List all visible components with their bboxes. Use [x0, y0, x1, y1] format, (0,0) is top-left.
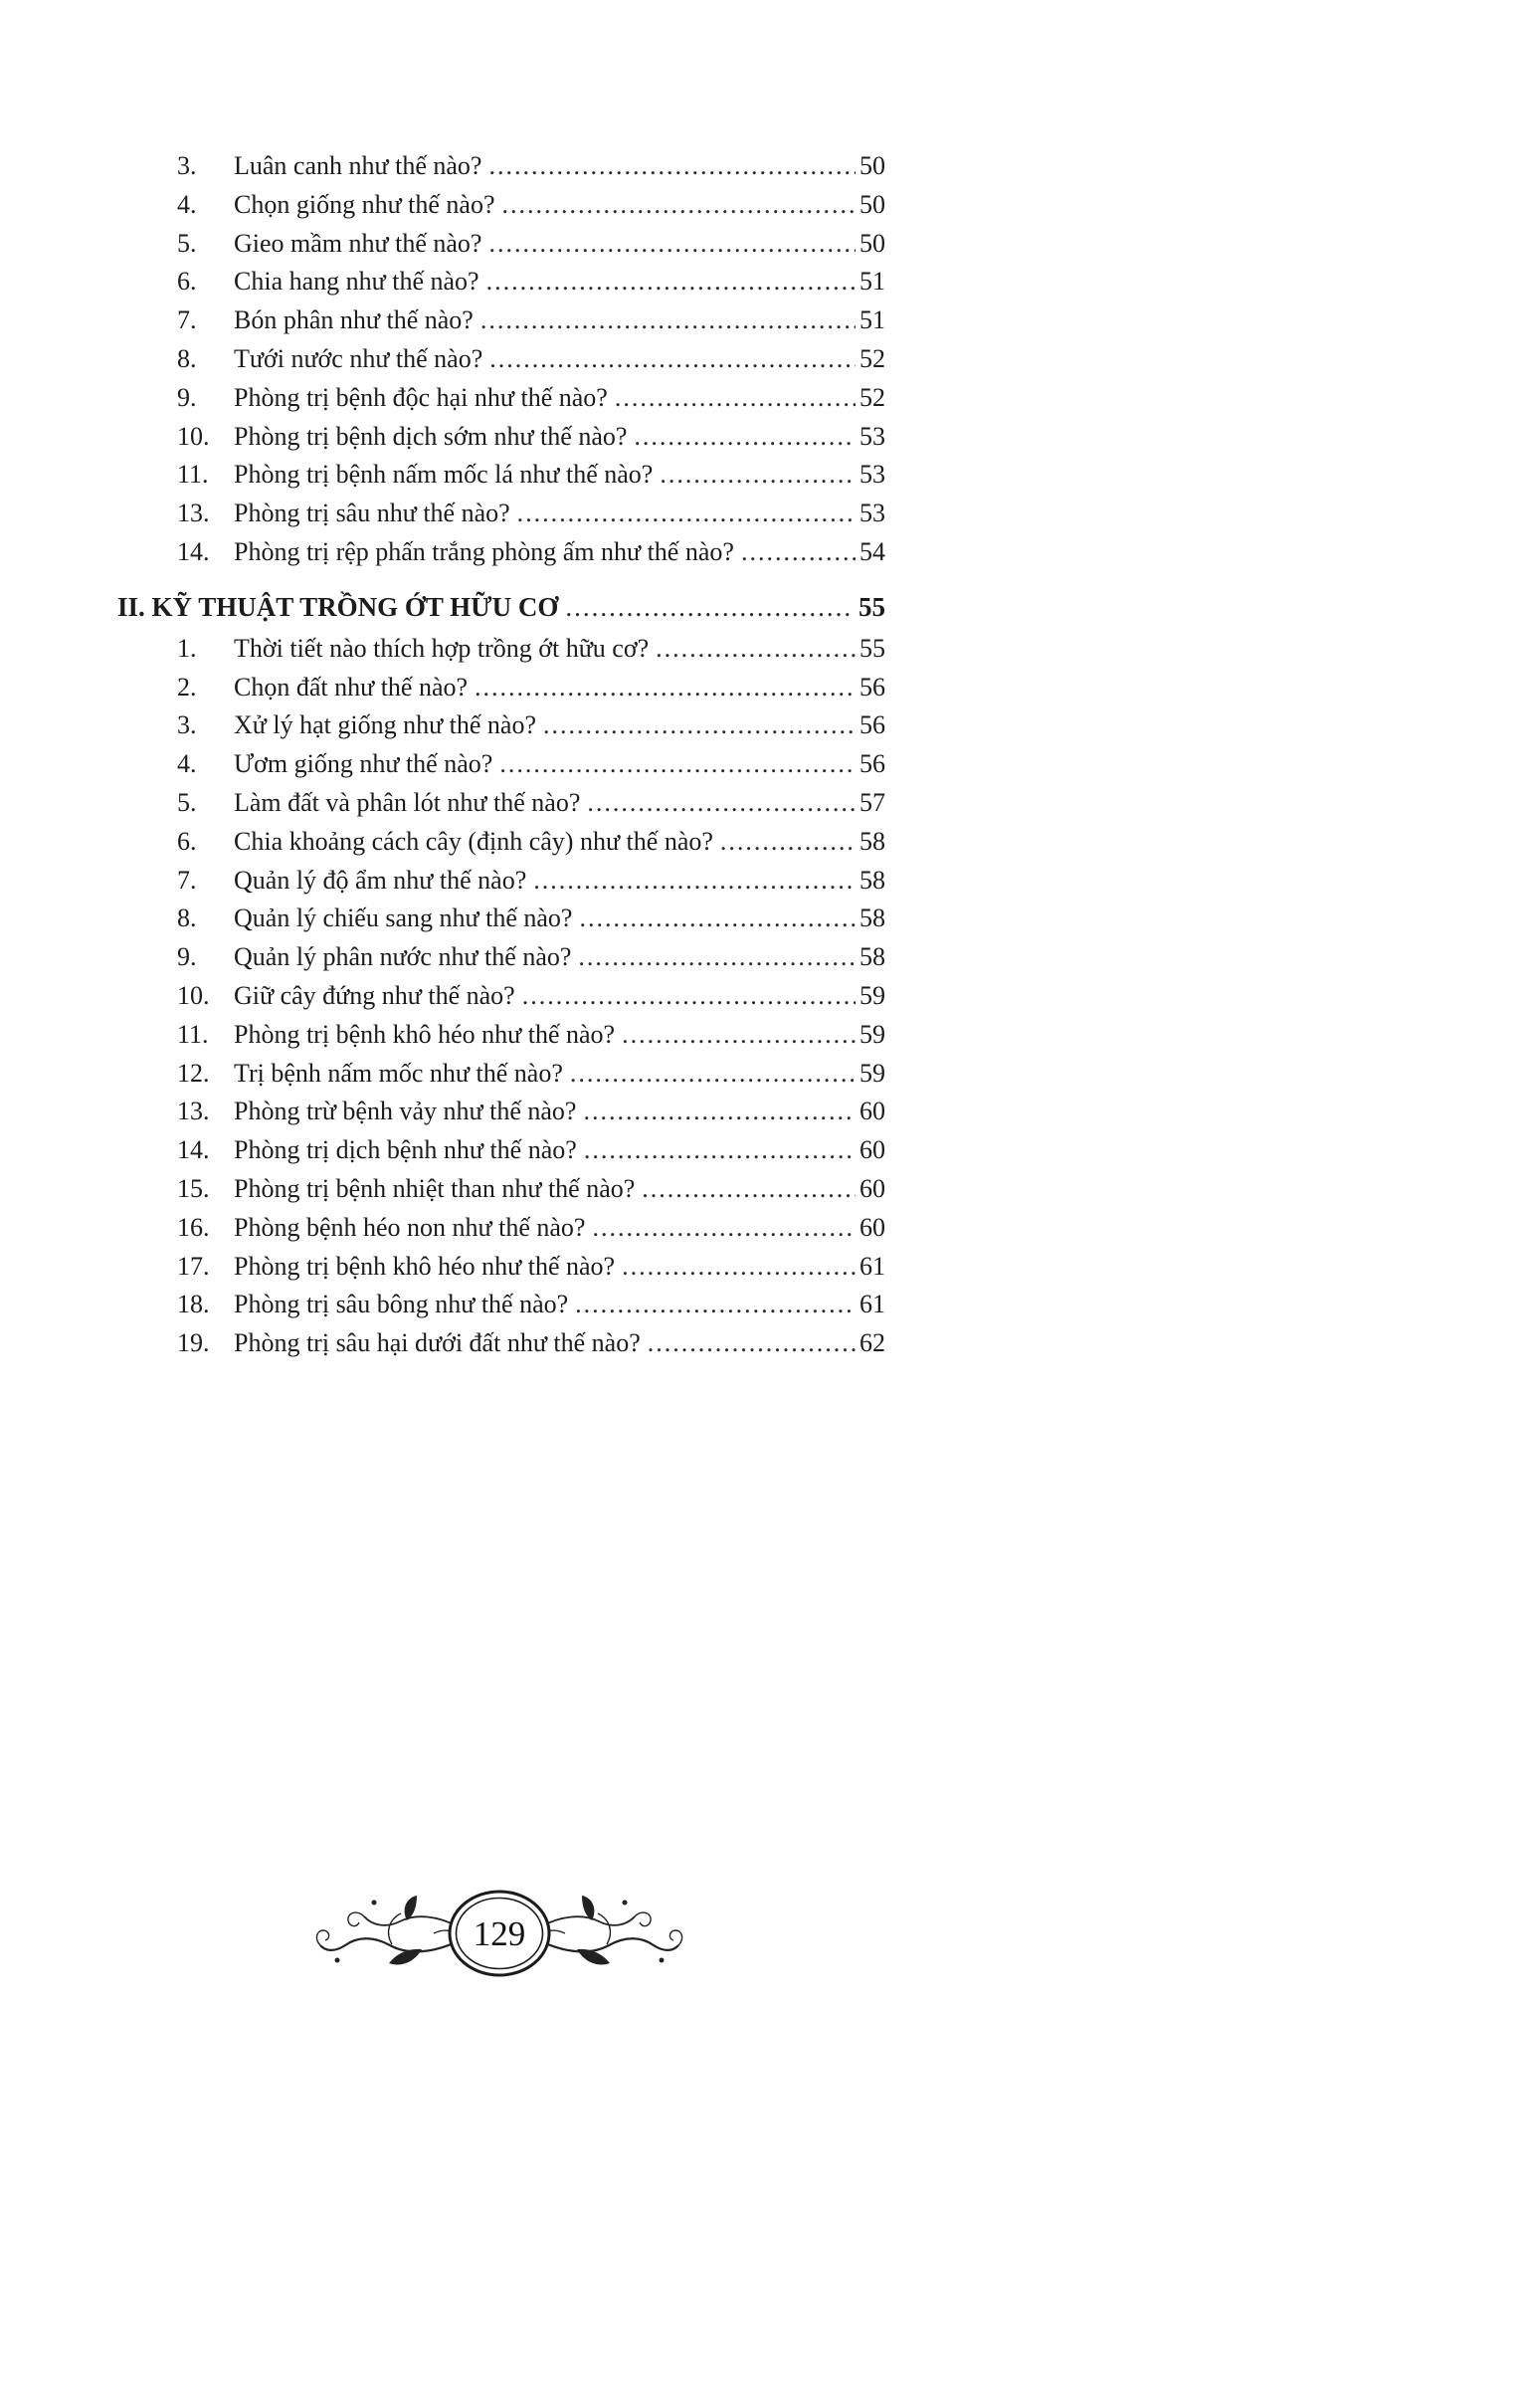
toc-entry-title: Chọn giống như thế nào? [234, 189, 495, 219]
toc-entry-page: 60 [860, 1097, 885, 1126]
dot-leader [533, 862, 856, 901]
dot-leader [475, 669, 856, 707]
toc-entry-page: 60 [860, 1173, 885, 1203]
toc-entry-page: 51 [860, 267, 885, 297]
toc-entry [117, 1248, 885, 1287]
toc-entry-title: Phòng trị bệnh độc hại như thế nào? [234, 382, 608, 412]
toc-entry [117, 456, 885, 495]
section-heading: II. KỸ THUẬT TRỒNG ỚT HỮU CƠ [117, 591, 559, 622]
dot-leader [499, 745, 856, 784]
toc-entry [117, 1055, 885, 1094]
toc-entry-page: 56 [860, 672, 885, 702]
toc-entry [117, 706, 885, 745]
toc-entry-page: 55 [860, 633, 885, 663]
toc-entry-title: Phòng bệnh héo non như thế nào? [234, 1212, 586, 1242]
toc-entry-number: 14. [177, 1135, 210, 1165]
toc-entry [117, 784, 885, 823]
toc-entry-number: 12. [177, 1058, 210, 1088]
toc-entry-page: 57 [860, 787, 885, 817]
toc-entry [117, 1131, 885, 1170]
toc-entry-page: 60 [860, 1135, 885, 1165]
toc-entry [117, 533, 885, 572]
dot-leader [543, 706, 856, 745]
toc-entry [117, 225, 885, 264]
toc-entry-number: 8. [177, 903, 197, 933]
dot-leader [642, 1170, 856, 1209]
footer-flourish-ornament [310, 1879, 688, 1994]
toc-entry-title: Thời tiết nào thích hợp trồng ớt hữu cơ? [234, 633, 650, 663]
toc-entry-number: 10. [177, 421, 210, 451]
dot-leader [489, 340, 856, 379]
toc-section-1-items [117, 147, 885, 572]
toc-entry-title: Phòng trừ bệnh vảy như thế nào? [234, 1097, 577, 1126]
toc-entry-number: 1. [177, 633, 197, 663]
toc-entry-page: 53 [860, 421, 885, 451]
dot-leader [741, 533, 856, 572]
toc-entry-page: 61 [860, 1251, 885, 1281]
toc-entry-page: 61 [860, 1290, 885, 1319]
dot-leader [720, 823, 856, 862]
toc-entry [117, 186, 885, 225]
toc-entry-page: 51 [860, 305, 885, 335]
toc-entry-title: Làm đất và phân lót như thế nào? [234, 787, 581, 817]
toc-entry-title: Phòng trị sâu như thế nào? [234, 499, 510, 528]
toc-entry-number: 13. [177, 1097, 210, 1126]
toc-entry [117, 938, 885, 977]
toc-entry-number: 19. [177, 1328, 210, 1358]
dot-leader [522, 977, 856, 1016]
toc-entry [117, 977, 885, 1016]
toc-entry-page: 59 [860, 980, 885, 1010]
toc-entry [117, 301, 885, 340]
dot-leader [517, 495, 856, 533]
section-heading-row [117, 586, 885, 628]
toc-entry-title: Phòng trị dịch bệnh như thế nào? [234, 1135, 577, 1165]
toc-entry-title: Phòng trị bệnh khô héo như thế nào? [234, 1019, 616, 1049]
toc-entry-title: Trị bệnh nấm mốc như thế nào? [234, 1058, 563, 1088]
dot-leader [565, 586, 855, 628]
toc-entry-page: 60 [860, 1212, 885, 1242]
toc-entry-number: 5. [177, 228, 197, 258]
toc-entry-page: 54 [860, 536, 885, 566]
toc-entry [117, 263, 885, 301]
dot-leader [480, 301, 856, 340]
toc-entry-page: 62 [860, 1328, 885, 1358]
toc-entry-page: 50 [860, 151, 885, 180]
toc-entry-title: Bón phân như thế nào? [234, 305, 474, 335]
toc-entry [117, 823, 885, 862]
toc-entry-number: 6. [177, 267, 197, 297]
toc-entry-number: 13. [177, 499, 210, 528]
toc-entry-page: 56 [860, 749, 885, 779]
toc-entry-page: 58 [860, 903, 885, 933]
page-number: 129 [473, 1914, 526, 1953]
toc-entry [117, 1286, 885, 1324]
page-footer [310, 1879, 688, 1994]
toc-entry [117, 1093, 885, 1131]
toc-entry-page: 53 [860, 460, 885, 490]
dot-leader [488, 147, 856, 186]
toc-entry-number: 5. [177, 787, 197, 817]
toc-entry-title: Chia hang như thế nào? [234, 267, 479, 297]
toc-entry [117, 669, 885, 707]
toc-entry-number: 4. [177, 749, 197, 779]
toc-entry [117, 379, 885, 418]
toc-entry-number: 9. [177, 382, 197, 412]
toc-entry-number: 7. [177, 865, 197, 895]
toc-entry [117, 1209, 885, 1248]
toc-entry-title: Giữ cây đứng như thế nào? [234, 980, 515, 1010]
toc-entry [117, 862, 885, 901]
toc-entry-number: 17. [177, 1251, 210, 1281]
toc-entry-page: 58 [860, 865, 885, 895]
toc-entry-page: 52 [860, 382, 885, 412]
toc-entry-page: 50 [860, 228, 885, 258]
toc-entry-number: 4. [177, 189, 197, 219]
section-heading-page: 55 [859, 591, 885, 622]
toc-entry [117, 147, 885, 186]
dot-leader [570, 1055, 856, 1094]
dot-leader [622, 1016, 856, 1055]
toc-entry-number: 11. [177, 460, 209, 490]
dot-leader [579, 900, 856, 938]
toc-entry-title: Quản lý phân nước như thế nào? [234, 942, 572, 972]
dot-leader [583, 1093, 856, 1131]
toc-entry-number: 8. [177, 343, 197, 373]
toc-entry-page: 58 [860, 826, 885, 856]
dot-leader [648, 1324, 856, 1363]
toc-entry-page: 56 [860, 710, 885, 740]
toc-entry-title: Phòng trị bệnh nấm mốc lá như thế nào? [234, 460, 654, 490]
toc-entry-title: Xử lý hạt giống như thế nào? [234, 710, 537, 740]
table-of-contents [117, 147, 885, 1363]
toc-entry-page: 59 [860, 1058, 885, 1088]
toc-entry-number: 2. [177, 672, 197, 702]
toc-entry-number: 11. [177, 1019, 209, 1049]
dot-leader [584, 1131, 856, 1170]
toc-entry-title: Quản lý độ ẩm như thế nào? [234, 865, 527, 895]
toc-entry [117, 340, 885, 379]
toc-entry-title: Phòng trị sâu bông như thế nào? [234, 1290, 569, 1319]
toc-entry [117, 418, 885, 457]
toc-entry-title: Phòng trị sâu hại dưới đất như thế nào? [234, 1328, 641, 1358]
toc-entry-number: 18. [177, 1290, 210, 1319]
toc-entry [117, 900, 885, 938]
toc-entry-title: Luân canh như thế nào? [234, 151, 482, 180]
dot-leader [587, 784, 856, 823]
toc-entry [117, 745, 885, 784]
dot-leader [575, 1286, 856, 1324]
dot-leader [578, 938, 856, 977]
toc-entry-page: 58 [860, 942, 885, 972]
toc-entry-number: 3. [177, 710, 197, 740]
toc-entry [117, 1016, 885, 1055]
toc-entry-title: Chọn đất như thế nào? [234, 672, 469, 702]
toc-entry-number: 6. [177, 826, 197, 856]
toc-entry-number: 9. [177, 942, 197, 972]
dot-leader [660, 456, 856, 495]
toc-entry-title: Chia khoảng cách cây (định cây) như thế nào? [234, 826, 713, 856]
dot-leader [592, 1209, 856, 1248]
toc-entry-page: 59 [860, 1019, 885, 1049]
toc-entry-title: Tưới nước như thế nào? [234, 343, 483, 373]
toc-entry-number: 7. [177, 305, 197, 335]
toc-entry-title: Gieo mầm như thế nào? [234, 228, 482, 258]
toc-entry-title: Quản lý chiếu sang như thế nào? [234, 903, 573, 933]
toc-entry-page: 52 [860, 343, 885, 373]
toc-entry-page: 53 [860, 499, 885, 528]
toc-entry-title: Phòng trị bệnh khô héo như thế nào? [234, 1251, 616, 1281]
toc-entry-number: 14. [177, 536, 210, 566]
toc-entry-number: 3. [177, 151, 197, 180]
toc-entry-number: 15. [177, 1173, 210, 1203]
dot-leader [656, 630, 856, 669]
toc-entry-number: 16. [177, 1212, 210, 1242]
toc-section-2-items [117, 630, 885, 1363]
toc-entry-title: Ươm giống như thế nào? [234, 749, 493, 779]
toc-entry-title: Phòng trị bệnh dịch sớm như thế nào? [234, 421, 628, 451]
toc-entry [117, 1170, 885, 1209]
toc-entry [117, 495, 885, 533]
dot-leader [634, 418, 856, 457]
dot-leader [488, 225, 856, 264]
toc-entry-title: Phòng trị rệp phấn trắng phòng ấm như thế nào? [234, 536, 734, 566]
dot-leader [622, 1248, 856, 1287]
toc-entry [117, 1324, 885, 1363]
dot-leader [502, 186, 856, 225]
toc-entry-number: 10. [177, 980, 210, 1010]
dot-leader [486, 263, 856, 301]
toc-entry [117, 630, 885, 669]
dot-leader [615, 379, 856, 418]
toc-entry-page: 50 [860, 189, 885, 219]
toc-entry-title: Phòng trị bệnh nhiệt than như thế nào? [234, 1173, 636, 1203]
